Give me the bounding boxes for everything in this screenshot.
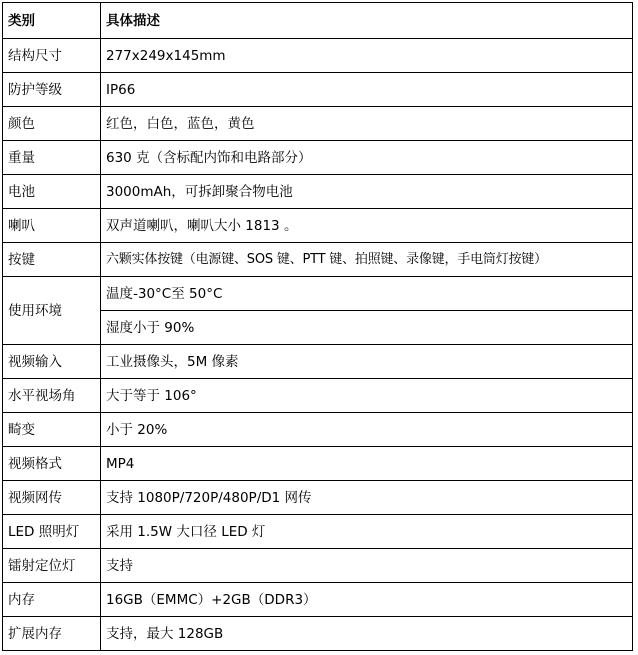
row-category: 颜色	[3, 107, 101, 141]
table-row	[3, 549, 633, 583]
table-row	[3, 39, 633, 73]
table-row	[3, 277, 633, 311]
table-row	[3, 515, 633, 549]
row-description: 支持，最大 128GB	[101, 617, 633, 651]
row-category: 视频格式	[3, 447, 101, 481]
row-description: 3000mAh，可拆卸聚合物电池	[101, 175, 633, 209]
table-row	[3, 583, 633, 617]
row-description: 六颗实体按键（电源键、SOS 键、PTT 键、拍照键、录像键，手电筒灯按键）	[101, 243, 633, 277]
row-description: 630 克（含标配内饰和电路部分）	[101, 141, 633, 175]
row-description: MP4	[101, 447, 633, 481]
row-category: 结构尺寸	[3, 39, 101, 73]
row-category: 扩展内存	[3, 617, 101, 651]
table-row	[3, 141, 633, 175]
row-description: 温度-30°C至 50°C	[101, 277, 633, 311]
row-category: 使用环境	[3, 277, 101, 345]
table-row	[3, 413, 633, 447]
table-row	[3, 209, 633, 243]
row-category: 防护等级	[3, 73, 101, 107]
row-category: 重量	[3, 141, 101, 175]
row-category: 水平视场角	[3, 379, 101, 413]
row-description: 采用 1.5W 大口径 LED 灯	[101, 515, 633, 549]
table-row	[3, 379, 633, 413]
row-description: 工业摄像头，5M 像素	[101, 345, 633, 379]
row-description: IP66	[101, 73, 633, 107]
row-category: 畸变	[3, 413, 101, 447]
row-category: 镭射定位灯	[3, 549, 101, 583]
row-description: 小于 20%	[101, 413, 633, 447]
table-header-row	[3, 3, 633, 39]
row-category: 喇叭	[3, 209, 101, 243]
row-description: 大于等于 106°	[101, 379, 633, 413]
row-category: 电池	[3, 175, 101, 209]
table-row	[3, 481, 633, 515]
row-category: 按键	[3, 243, 101, 277]
row-category: 内存	[3, 583, 101, 617]
table-row	[3, 345, 633, 379]
header-description: 具体描述	[101, 3, 633, 39]
row-description: 红色，白色，蓝色，黄色	[101, 107, 633, 141]
row-description: 16GB（EMMC）+2GB（DDR3）	[101, 583, 633, 617]
table-row	[3, 107, 633, 141]
row-category: LED 照明灯	[3, 515, 101, 549]
table-row	[3, 175, 633, 209]
row-description: 支持 1080P/720P/480P/D1 网传	[101, 481, 633, 515]
table-row	[3, 447, 633, 481]
header-category: 类别	[3, 3, 101, 39]
spec-table	[2, 2, 633, 651]
table-row	[3, 617, 633, 651]
row-description: 双声道喇叭，喇叭大小 1813 。	[101, 209, 633, 243]
row-description: 277x249x145mm	[101, 39, 633, 73]
row-description: 支持	[101, 549, 633, 583]
row-category: 视频网传	[3, 481, 101, 515]
table-row	[3, 73, 633, 107]
row-description: 湿度小于 90%	[101, 311, 633, 345]
table-row	[3, 243, 633, 277]
row-category: 视频输入	[3, 345, 101, 379]
